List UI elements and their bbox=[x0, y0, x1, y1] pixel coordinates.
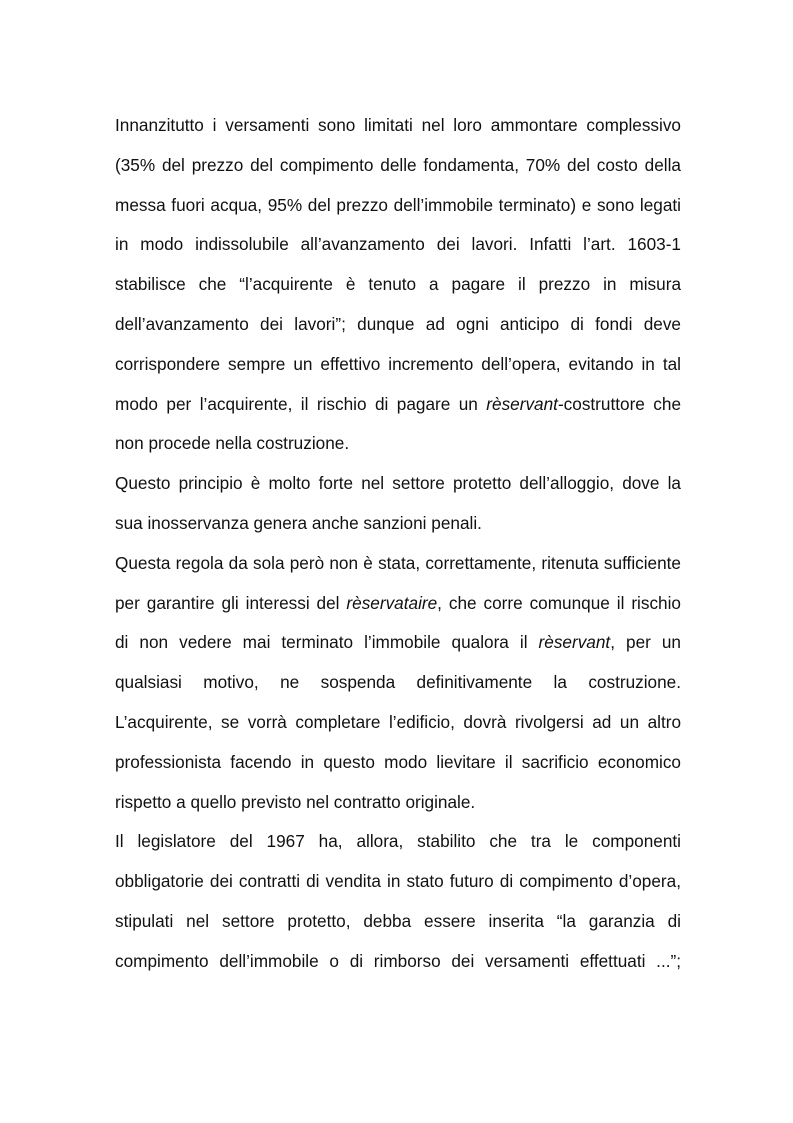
text-line: professionista facendo in questo modo lievitare il sacrificio economico bbox=[115, 751, 681, 772]
text-line: (35% del prezzo del compimento delle fondamenta, 70% del costo della bbox=[115, 154, 681, 175]
text-line: sua inosservanza genera anche sanzioni penali. bbox=[115, 512, 482, 533]
text-line: Innanzitutto i versamenti sono limitati nel loro ammontare complessivo bbox=[115, 115, 681, 135]
paragraph-4 bbox=[115, 822, 681, 981]
text-line: stipulati nel settore protetto, debba essere inserita “la garanzia di bbox=[115, 910, 681, 931]
text-line: L’acquirente, se vorrà completare l’edificio, dovrà rivolgersi ad un altro bbox=[115, 711, 681, 732]
text-line: in modo indissolubile all’avanzamento dei lavori. Infatti l’art. 1603-1 bbox=[115, 234, 681, 255]
text-line: messa fuori acqua, 95% del prezzo dell’immobile terminato) e sono legati bbox=[115, 194, 681, 215]
italic-term: rèservant bbox=[486, 393, 558, 414]
text-segment: di non vedere mai terminato l’immobile qualora il bbox=[115, 632, 539, 653]
text-line: compimento dell’immobile o di rimborso dei versamenti effettuati ...”; bbox=[115, 950, 681, 971]
text-segment: per garantire gli interessi del bbox=[115, 592, 347, 613]
italic-term: rèservataire bbox=[346, 592, 438, 613]
text-segment: , che corre comunque il rischio bbox=[437, 592, 681, 613]
text-segment: -costruttore che bbox=[557, 393, 681, 414]
text-line: qualsiasi motivo, ne sospenda definitivamente la costruzione. bbox=[115, 672, 681, 693]
text-segment: modo per l’acquirente, il rischio di pagare un bbox=[115, 393, 487, 414]
text-line: rispetto a quello previsto nel contratto originale. bbox=[115, 791, 476, 812]
text-line: Questo principio è molto forte nel settore protetto dell’alloggio, dove la bbox=[115, 473, 681, 494]
document-page bbox=[115, 106, 681, 982]
text-line bbox=[115, 584, 681, 624]
paragraph-2 bbox=[115, 464, 681, 544]
paragraph-3 bbox=[115, 544, 681, 823]
text-line: stabilisce che “l’acquirente è tenuto a pagare il prezzo in misura bbox=[115, 274, 681, 295]
text-line: non procede nella costruzione. bbox=[115, 433, 350, 454]
text-line: corrispondere sempre un effettivo incremento dell’opera, evitando in tal bbox=[115, 353, 681, 374]
text-segment: , per un bbox=[610, 632, 681, 653]
text-line: Questa regola da sola però non è stata, correttamente, ritenuta sufficiente bbox=[115, 552, 681, 573]
text-line bbox=[115, 385, 681, 425]
paragraph-1 bbox=[115, 106, 681, 464]
text-line: Il legislatore del 1967 ha, allora, stabilito che tra le componenti bbox=[115, 831, 681, 852]
text-line: dell’avanzamento dei lavori”; dunque ad ogni anticipo di fondi deve bbox=[115, 313, 681, 334]
italic-term: rèservant bbox=[538, 632, 611, 653]
text-line: obbligatorie dei contratti di vendita in stato futuro di compimento d’opera, bbox=[115, 871, 681, 892]
text-line bbox=[115, 623, 681, 663]
